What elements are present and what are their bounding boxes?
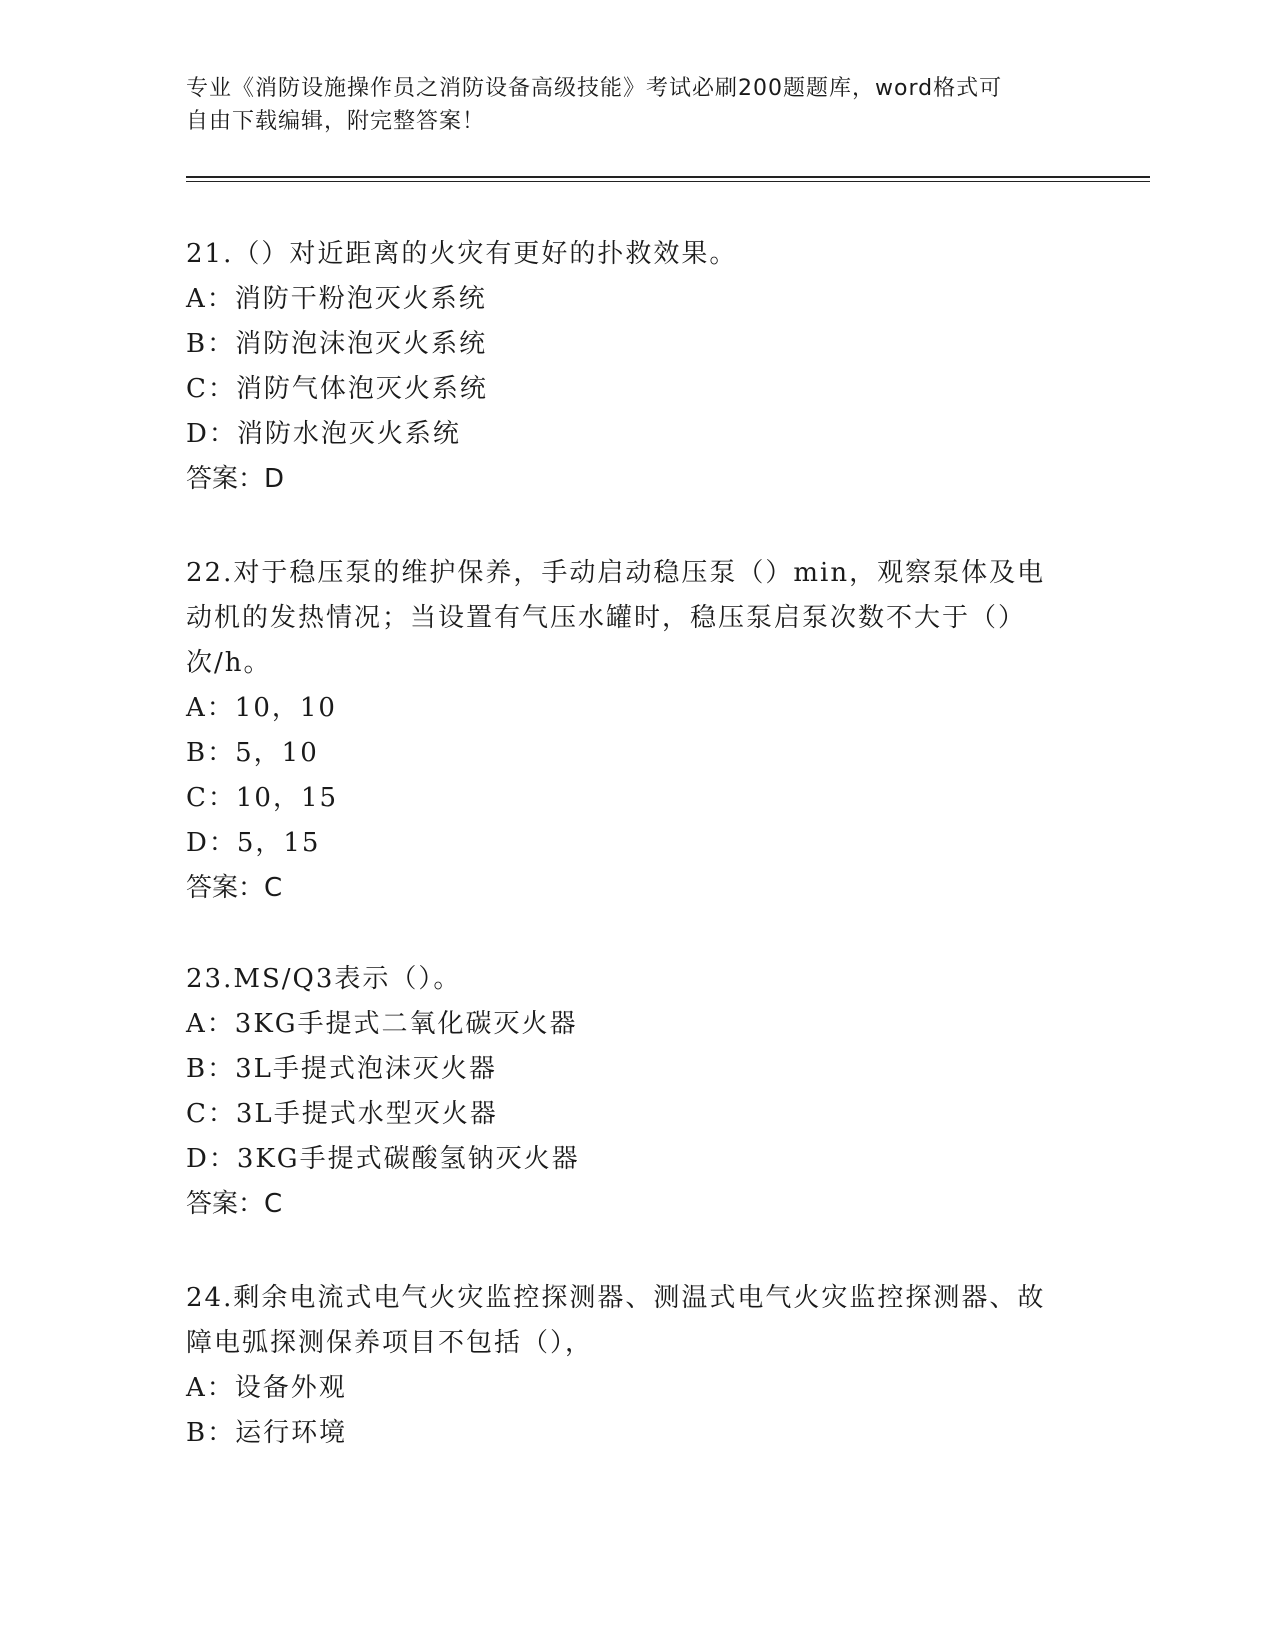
answer: 答案：D: [186, 464, 285, 494]
document-header: [186, 72, 1086, 138]
header-divider-thick: [186, 176, 1150, 178]
option-c: C：10，15: [186, 783, 339, 813]
option-b: B：运行环境: [186, 1418, 348, 1448]
question-23: [186, 957, 1086, 1227]
question-stem-line-2: 动机的发热情况；当设置有气压水罐时，稳压泵启泵次数不大于（）: [186, 603, 1027, 633]
question-24: [186, 1276, 1086, 1456]
question-22: [186, 551, 1086, 911]
option-b: B：3L手提式泡沫灭火器: [186, 1054, 497, 1084]
option-d: D：5，15: [186, 828, 321, 858]
option-a: A：3KG手提式二氧化碳灭火器: [186, 1009, 578, 1039]
option-a: A：10，10: [186, 693, 337, 723]
header-line-2: 自由下载编辑，附完整答案！: [186, 109, 486, 134]
question-stem-line-2: 障电弧探测保养项目不包括（），: [186, 1328, 594, 1358]
question-stem: 21.（）对近距离的火灾有更好的扑救效果。: [186, 239, 738, 269]
option-b: B：消防泡沫泡灭火系统: [186, 329, 488, 359]
question-21: [186, 232, 1086, 502]
option-c: C：消防气体泡灭火系统: [186, 374, 488, 404]
answer: 答案：C: [186, 873, 283, 903]
option-a: A：设备外观: [186, 1373, 347, 1403]
answer: 答案：C: [186, 1189, 283, 1219]
header-line-1: 专业《消防设施操作员之消防设备高级技能》考试必刷200题题库，word格式可: [186, 76, 1003, 101]
option-c: C：3L手提式水型灭火器: [186, 1099, 498, 1129]
option-b: B：5，10: [186, 738, 319, 768]
question-stem-line-1: 24.剩余电流式电气火灾监控探测器、测温式电气火灾监控探测器、故: [186, 1283, 1046, 1313]
question-stem-line-3: 次/h。: [186, 648, 272, 678]
option-d: D：消防水泡灭火系统: [186, 419, 461, 449]
option-d: D：3KG手提式碳酸氢钠灭火器: [186, 1144, 580, 1174]
question-stem-line-1: 22.对于稳压泵的维护保养，手动启动稳压泵（）min，观察泵体及电: [186, 558, 1046, 588]
header-divider-thin: [186, 181, 1150, 182]
question-stem: 23.MS/Q3表示（）。: [186, 964, 462, 994]
option-a: A：消防干粉泡灭火系统: [186, 284, 487, 314]
